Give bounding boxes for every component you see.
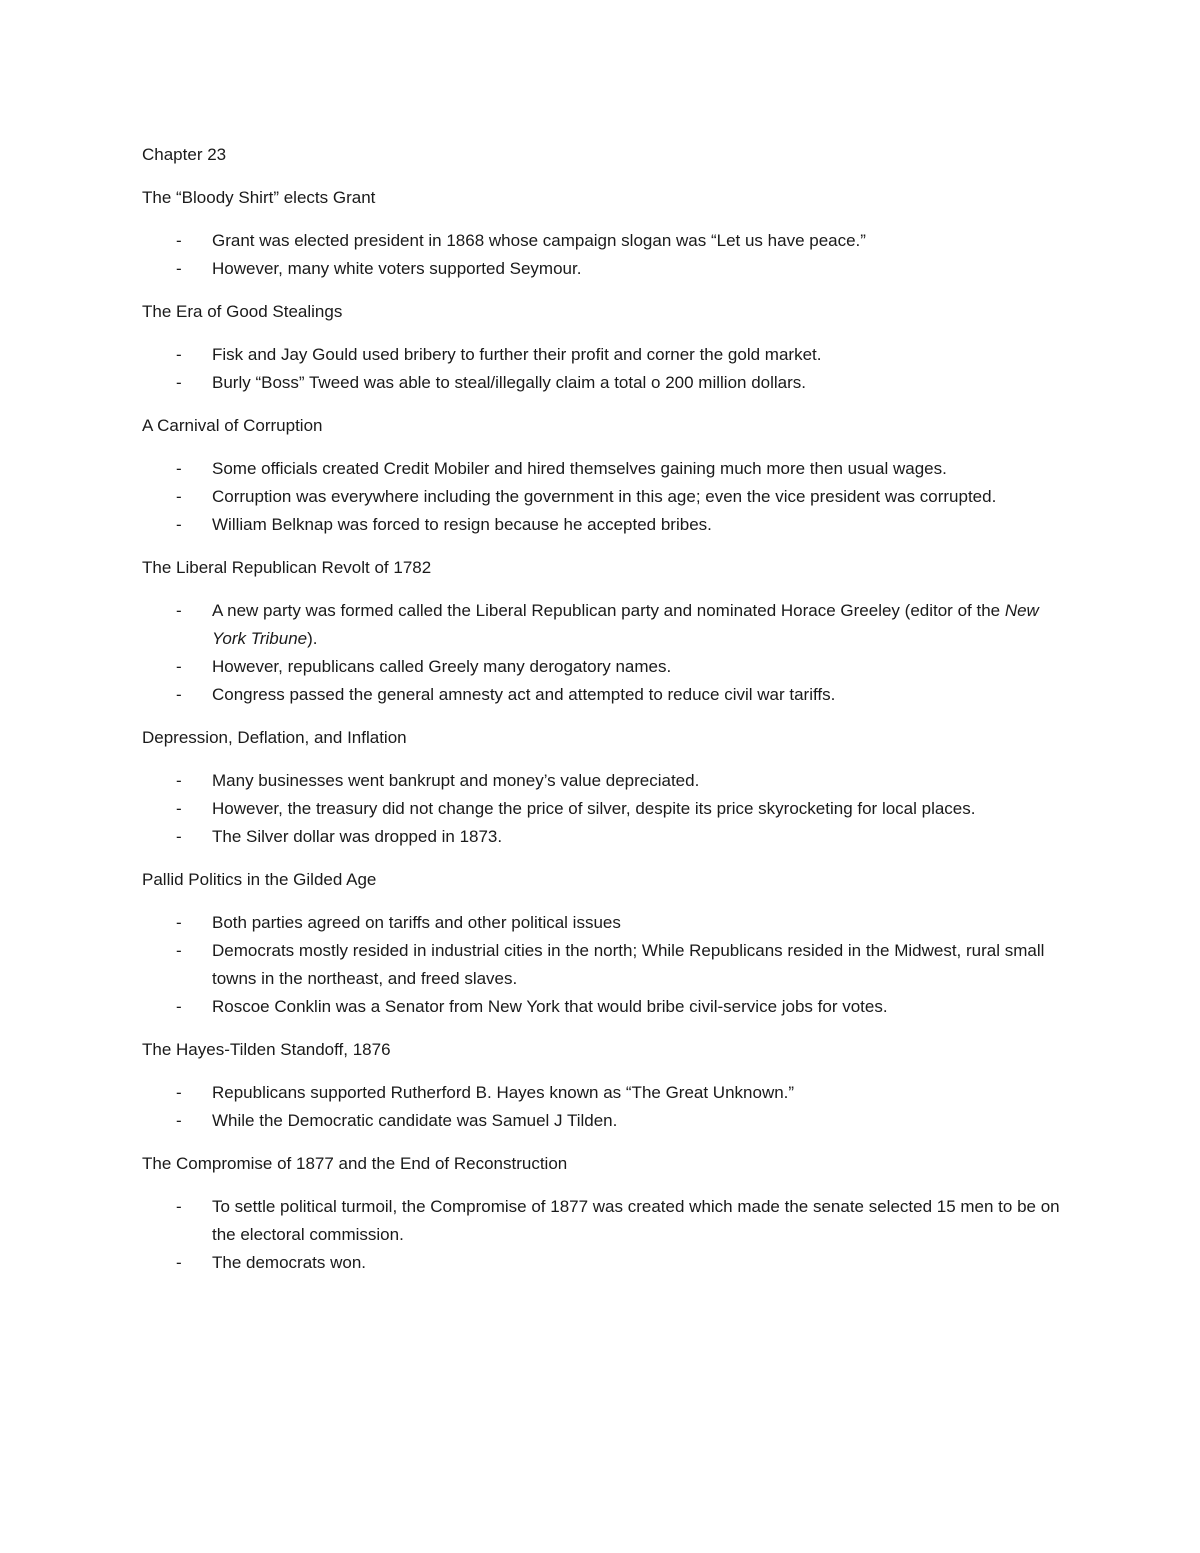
list-item [142,1249,1062,1277]
dash-bullet-icon: - [176,1197,182,1216]
section-heading: Pallid Politics in the Gilded Age [142,870,377,889]
bullet-list [142,1079,1062,1135]
dash-bullet-icon: - [176,601,182,620]
dash-bullet-icon: - [176,1111,182,1130]
list-item [142,681,1062,709]
section-heading: The Era of Good Stealings [142,302,343,321]
bullet-list [142,455,1062,539]
list-item [142,909,1062,937]
bullet-text: Corruption was everywhere including the government in this age; even the vice president was corrupted. [212,487,997,506]
section-heading: The Compromise of 1877 and the End of Reconstruction [142,1154,568,1173]
list-item [142,227,1062,255]
bullet-text: Burly “Boss” Tweed was able to steal/illegally claim a total o 200 million dollars. [212,373,807,392]
dash-bullet-icon: - [176,373,182,392]
bullet-list [142,227,1062,283]
bullet-text: Democrats mostly resided in industrial cities in the north; While Republicans resided in the Midwest, rural small towns in the northeast, and freed slaves. [212,941,1045,988]
section-heading: The “Bloody Shirt” elects Grant [142,188,376,207]
section [142,866,1062,1021]
dash-bullet-icon: - [176,1083,182,1102]
list-item [142,483,1062,511]
bullet-text: Grant was elected president in 1868 whose campaign slogan was “Let us have peace.” [212,231,866,250]
section [142,412,1062,539]
bullet-list [142,1193,1062,1277]
bullet-text: Many businesses went bankrupt and money’s value depreciated. [212,771,700,790]
bullet-text: The Silver dollar was dropped in 1873. [212,827,503,846]
section-heading: A Carnival of Corruption [142,416,323,435]
list-item [142,455,1062,483]
dash-bullet-icon: - [176,941,182,960]
dash-bullet-icon: - [176,799,182,818]
section-heading: Depression, Deflation, and Inflation [142,728,407,747]
bullet-list [142,909,1062,1021]
list-item [142,341,1062,369]
list-item [142,653,1062,681]
list-item [142,767,1062,795]
bullet-text: However, the treasury did not change the price of silver, despite its price skyrocketing for local places. [212,799,976,818]
list-item [142,369,1062,397]
bullet-list [142,341,1062,397]
bullet-text: ). [307,629,318,648]
section [142,1150,1062,1277]
bullet-text: While the Democratic candidate was Samuel J Tilden. [212,1111,618,1130]
chapter-title: Chapter 23 [142,145,227,164]
bullet-text: Congress passed the general amnesty act and attempted to reduce civil war tariffs. [212,685,836,704]
dash-bullet-icon: - [176,259,182,278]
dash-bullet-icon: - [176,1253,182,1272]
list-item [142,1079,1062,1107]
list-item [142,511,1062,539]
dash-bullet-icon: - [176,231,182,250]
dash-bullet-icon: - [176,685,182,704]
list-item [142,1193,1062,1249]
dash-bullet-icon: - [176,997,182,1016]
bullet-text: However, republicans called Greely many derogatory names. [212,657,672,676]
bullet-text: A new party was formed called the Liberal Republican party and nominated Horace Greeley (editor of the [212,601,1005,620]
bullet-text: Roscoe Conklin was a Senator from New York that would bribe civil-service jobs for votes. [212,997,888,1016]
bullet-list [142,597,1062,709]
dash-bullet-icon: - [176,827,182,846]
bullet-text: However, many white voters supported Seymour. [212,259,582,278]
dash-bullet-icon: - [176,657,182,676]
dash-bullet-icon: - [176,459,182,478]
section-heading: The Hayes-Tilden Standoff, 1876 [142,1040,391,1059]
bullet-text: To settle political turmoil, the Compromise of 1877 was created which made the senate selected 15 men to be on the electoral commission. [212,1197,1060,1244]
bullet-list [142,767,1062,851]
publication-title: New York Tribune [212,601,1039,648]
dash-bullet-icon: - [176,771,182,790]
dash-bullet-icon: - [176,515,182,534]
list-item [142,1107,1062,1135]
bullet-text: The democrats won. [212,1253,367,1272]
section [142,184,1062,283]
section-heading: The Liberal Republican Revolt of 1782 [142,558,432,577]
dash-bullet-icon: - [176,487,182,506]
sections-container [142,184,1062,1277]
list-item [142,993,1062,1021]
section [142,554,1062,709]
dash-bullet-icon: - [176,345,182,364]
document-page [142,141,1062,1292]
section [142,724,1062,851]
list-item [142,597,1062,653]
bullet-text: William Belknap was forced to resign because he accepted bribes. [212,515,712,534]
dash-bullet-icon: - [176,913,182,932]
bullet-text: Both parties agreed on tariffs and other political issues [212,913,621,932]
section [142,298,1062,397]
list-item [142,937,1062,993]
section [142,1036,1062,1135]
list-item [142,823,1062,851]
bullet-text: Republicans supported Rutherford B. Hayes known as “The Great Unknown.” [212,1083,795,1102]
list-item [142,795,1062,823]
bullet-text: Some officials created Credit Mobiler and hired themselves gaining much more then usual wages. [212,459,947,478]
list-item [142,255,1062,283]
bullet-text: Fisk and Jay Gould used bribery to further their profit and corner the gold market. [212,345,822,364]
